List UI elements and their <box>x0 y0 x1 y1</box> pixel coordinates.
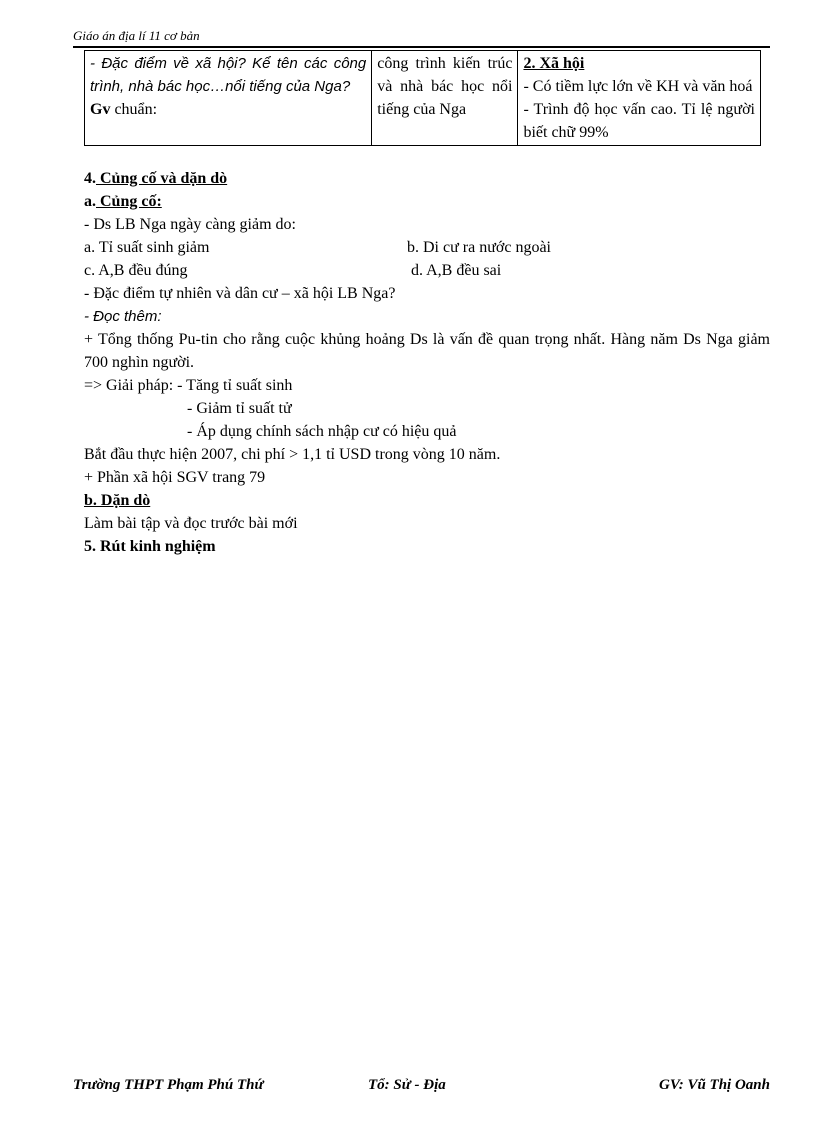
section-4-num: 4. <box>84 170 96 187</box>
doc-them-label: - Đọc thêm: <box>84 308 162 325</box>
content-line-2: - Trình độ học vấn cao. Tỉ lệ người biết chữ 99% <box>523 101 755 141</box>
content-cell <box>518 51 761 146</box>
solution-line-1: => Giải pháp: - Tăng tỉ suất sinh <box>84 377 293 394</box>
option-a: a. Tỉ suất sinh giảm <box>84 239 210 256</box>
subsection-b-text: Làm bài tập và đọc trước bài mới <box>84 515 298 532</box>
student-cell <box>372 51 518 146</box>
gv-label: Gv <box>90 101 111 118</box>
paragraph-1: + Tổng thống Pu-tin cho rằng cuộc khủng hoảng Ds là vấn đề quan trọng nhất. Hàng năm Ds Nga giảm 700 nghìn người. <box>84 331 770 371</box>
gv-line <box>90 98 366 121</box>
subsection-a-title: Củng cố: <box>96 193 162 210</box>
lesson-table <box>84 50 761 146</box>
options-row-2 <box>84 259 770 282</box>
subsection-a-num: a. <box>84 193 96 210</box>
question-1: - Ds LB Nga ngày càng giảm do: <box>84 216 296 233</box>
option-c: c. A,B đều đúng <box>84 262 188 279</box>
solution-line-3: - Áp dụng chính sách nhập cư có hiệu quả <box>187 423 457 440</box>
section-4-title: Củng cố và dặn dò <box>96 170 228 187</box>
page-header <box>73 27 770 48</box>
subsection-a-heading <box>84 190 770 213</box>
options-row-1 <box>84 236 770 259</box>
header-title: Giáo án địa lí 11 cơ bản <box>73 28 200 43</box>
section-5-heading: 5. Rút kinh nghiệm <box>84 538 216 555</box>
subsection-b-heading: b. Dặn dò <box>84 492 151 509</box>
paragraph-3: + Phần xã hội SGV trang 79 <box>84 469 266 486</box>
solution-line-2: - Giảm tỉ suất tử <box>187 400 292 417</box>
question-text: - Đặc điểm về xã hội? Kể tên các công trình, nhà bác học…nổi tiếng của Nga? <box>90 55 367 95</box>
gv-text: chuẩn: <box>110 101 158 118</box>
section-4-heading <box>84 167 770 190</box>
footer-school: Trường THPT Phạm Phú Thứ <box>73 1077 264 1093</box>
table-row <box>85 51 761 146</box>
question-2: - Đặc điểm tự nhiên và dân cư – xã hội LB Nga? <box>84 285 396 302</box>
lesson-body <box>84 167 770 558</box>
content-line-1: - Có tiềm lực lớn về KH và văn hoá <box>523 78 753 95</box>
content-heading: 2. Xã hội <box>523 55 585 72</box>
footer-dept: Tổ: Sử - Địa <box>368 1077 446 1093</box>
option-b: b. Di cư ra nước ngoài <box>407 239 551 256</box>
option-d: d. A,B đều sai <box>411 262 502 279</box>
footer-teacher: GV: Vũ Thị Oanh <box>658 1077 770 1093</box>
activity-cell <box>85 51 372 146</box>
paragraph-2: Bắt đầu thực hiện 2007, chi phí > 1,1 tỉ USD trong vòng 10 năm. <box>84 446 501 463</box>
student-text: công trình kiến trúc và nhà bác học nổi tiếng của Nga <box>377 55 513 118</box>
